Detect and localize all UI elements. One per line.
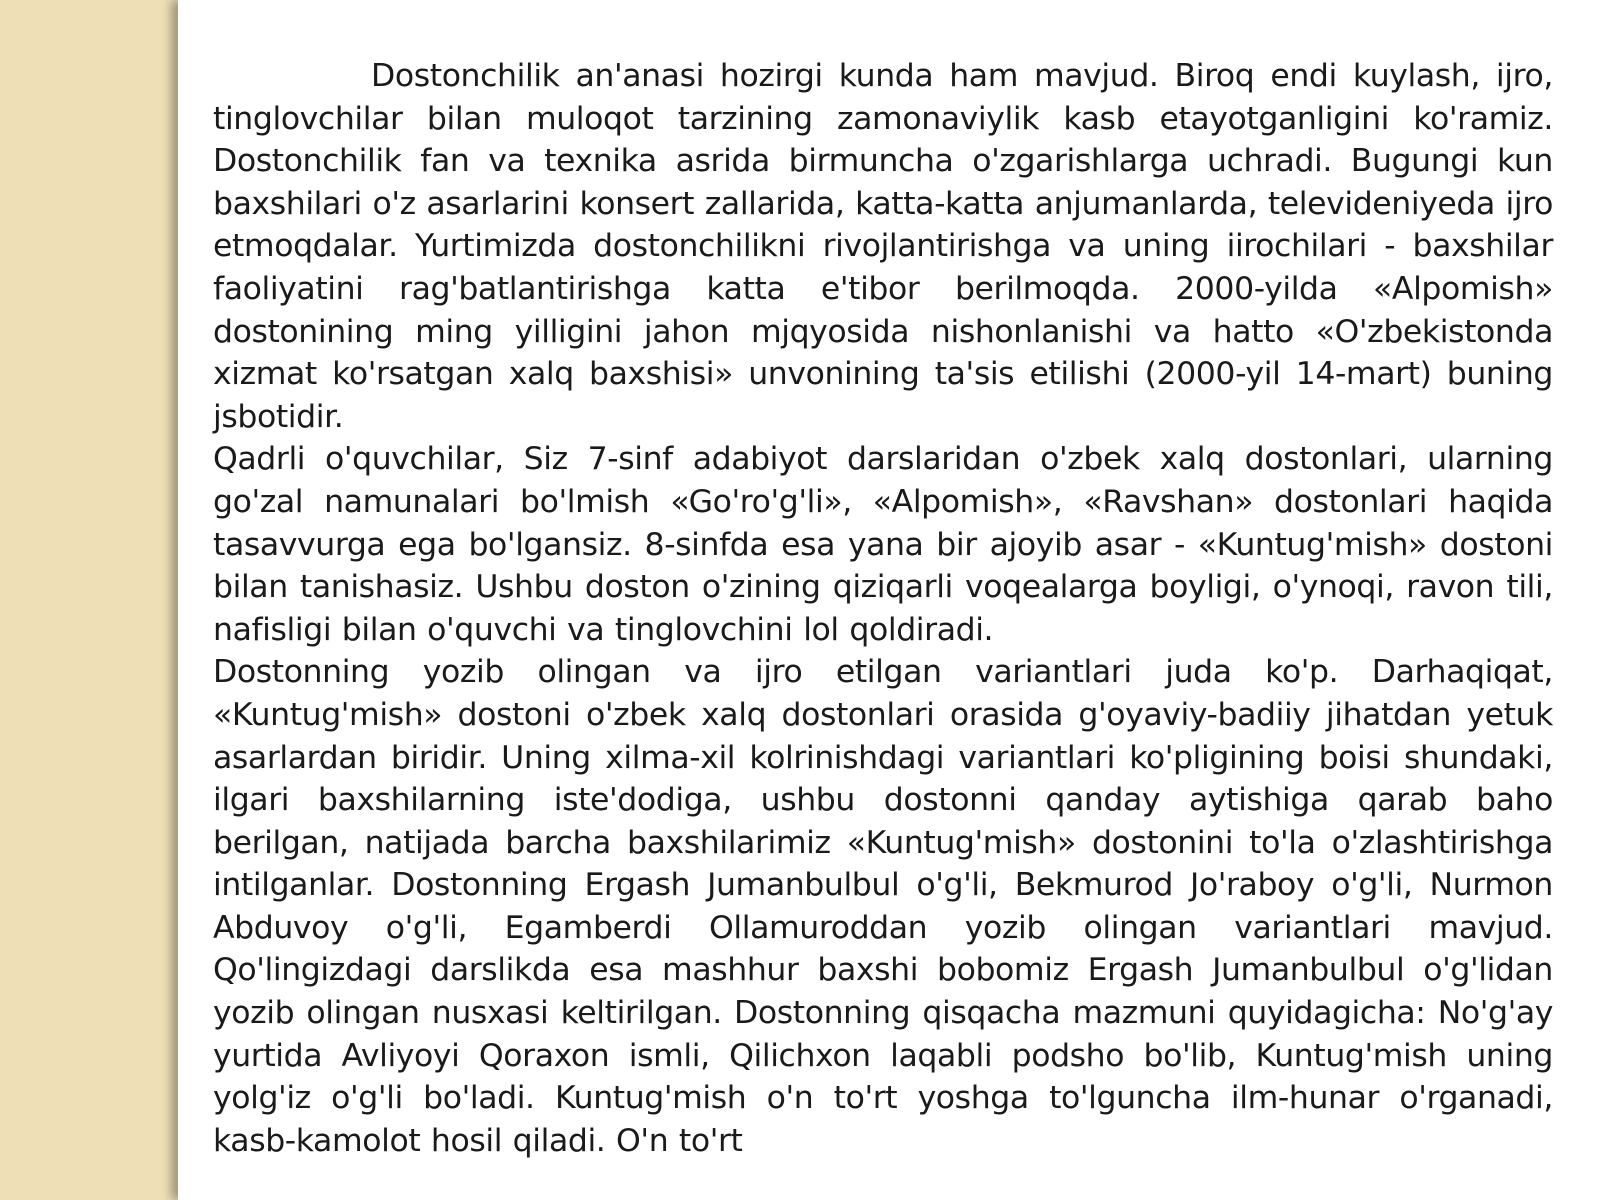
left-margin-band [0, 0, 178, 1200]
paragraph-epic-variants: Dostonning yozib olingan va ijro etilgan variantlari juda ko'p. Darhaqiqat, «Kuntug'mish» dostoni o'zbek xalq dostonlari orasida g'oyaviy-badiiy jihatdan yetuk asarlardan biridir. Uning xilma-xil kolrinishdagi variantlari ko'pligining boisi shundaki, ilgari baxshilarning iste'dodiga, ushbu dostonni qanday aytishiga qarab baho berilgan, natijada barcha baxshilarimiz «Kuntug'mish» dostonini to'la o'zlashtirishga intilganlar. Dostonning Ergash Jumanbulbul o'g'li, Bekmurod Jo'raboy o'g'li, Nurmon Abduvoy o'g'li, Egamberdi Ollamuroddan yozib olingan variantlari mavjud. Qo'lingizdagi darslikda esa mashhur baxshi bobomiz Ergash Jumanbulbul o'g'lidan yozib olingan nusxasi keltirilgan. Dostonning qisqacha mazmuni quyidagicha: No'g'ay yurtida Avliyoyi Qoraxon ismli, Qilichxon laqabli podsho bo'lib, Kuntug'mish uning yolg'iz o'g'li bo'ladi. Kuntug'mish o'n to'rt yoshga to'lguncha ilm-hunar o'rganadi, kasb-kamolot hosil qiladi. O'n to'rt [213, 654, 1553, 1159]
paragraph-dostonchilik-tradition: Dostonchilik an'anasi hozirgi kunda ham mavjud. Biroq endi kuylash, ijro, tinglovchilar bilan muloqot tarzining zamonaviylik kasb etayotganligini ko'ramiz. Dostonchilik fan va texnika asrida birmuncha o'zgarishlarga uchradi. Bugungi kun baxshilari o'z asarlarini konsert zallarida, katta-katta anjumanlarda, televideniyeda ijro etmoqdalar. Yurtimizda dostonchilikni rivojlantirishga va uning iirochilari - baxshilar faoliyatini rag'batlantirishga katta e'tibor berilmoqda. 2000-yilda «Alpomish» dostonining ming yilligini jahon mjqyosida nishonlanishi va hatto «O'zbekistonda xizmat ko'rsatgan xalq baxshisi» unvonining ta'sis etilishi (2000-yil 14-mart) buning jsbotidir. [213, 58, 1553, 435]
document-page [178, 0, 1600, 1200]
paragraph-dear-readers: Qadrli o'quvchilar, Siz 7-sinf adabiyot darslaridan o'zbek xalq dostonlari, ularning go'zal namunalari bo'lmish «Go'ro'g'li», «Alpomish», «Ravshan» dostonlari haqida tasavvurga ega bo'lgansiz. 8-sinfda esa yana bir ajoyib asar - «Kuntug'mish» dostoni bilan tanishasiz. Ushbu doston o'zining qiziqarli voqealarga boyligi, o'ynoqi, ravon tili, nafisligi bilan o'quvchi va tinglovchini lol qoldiradi. [213, 441, 1553, 648]
document-body [213, 55, 1553, 1162]
